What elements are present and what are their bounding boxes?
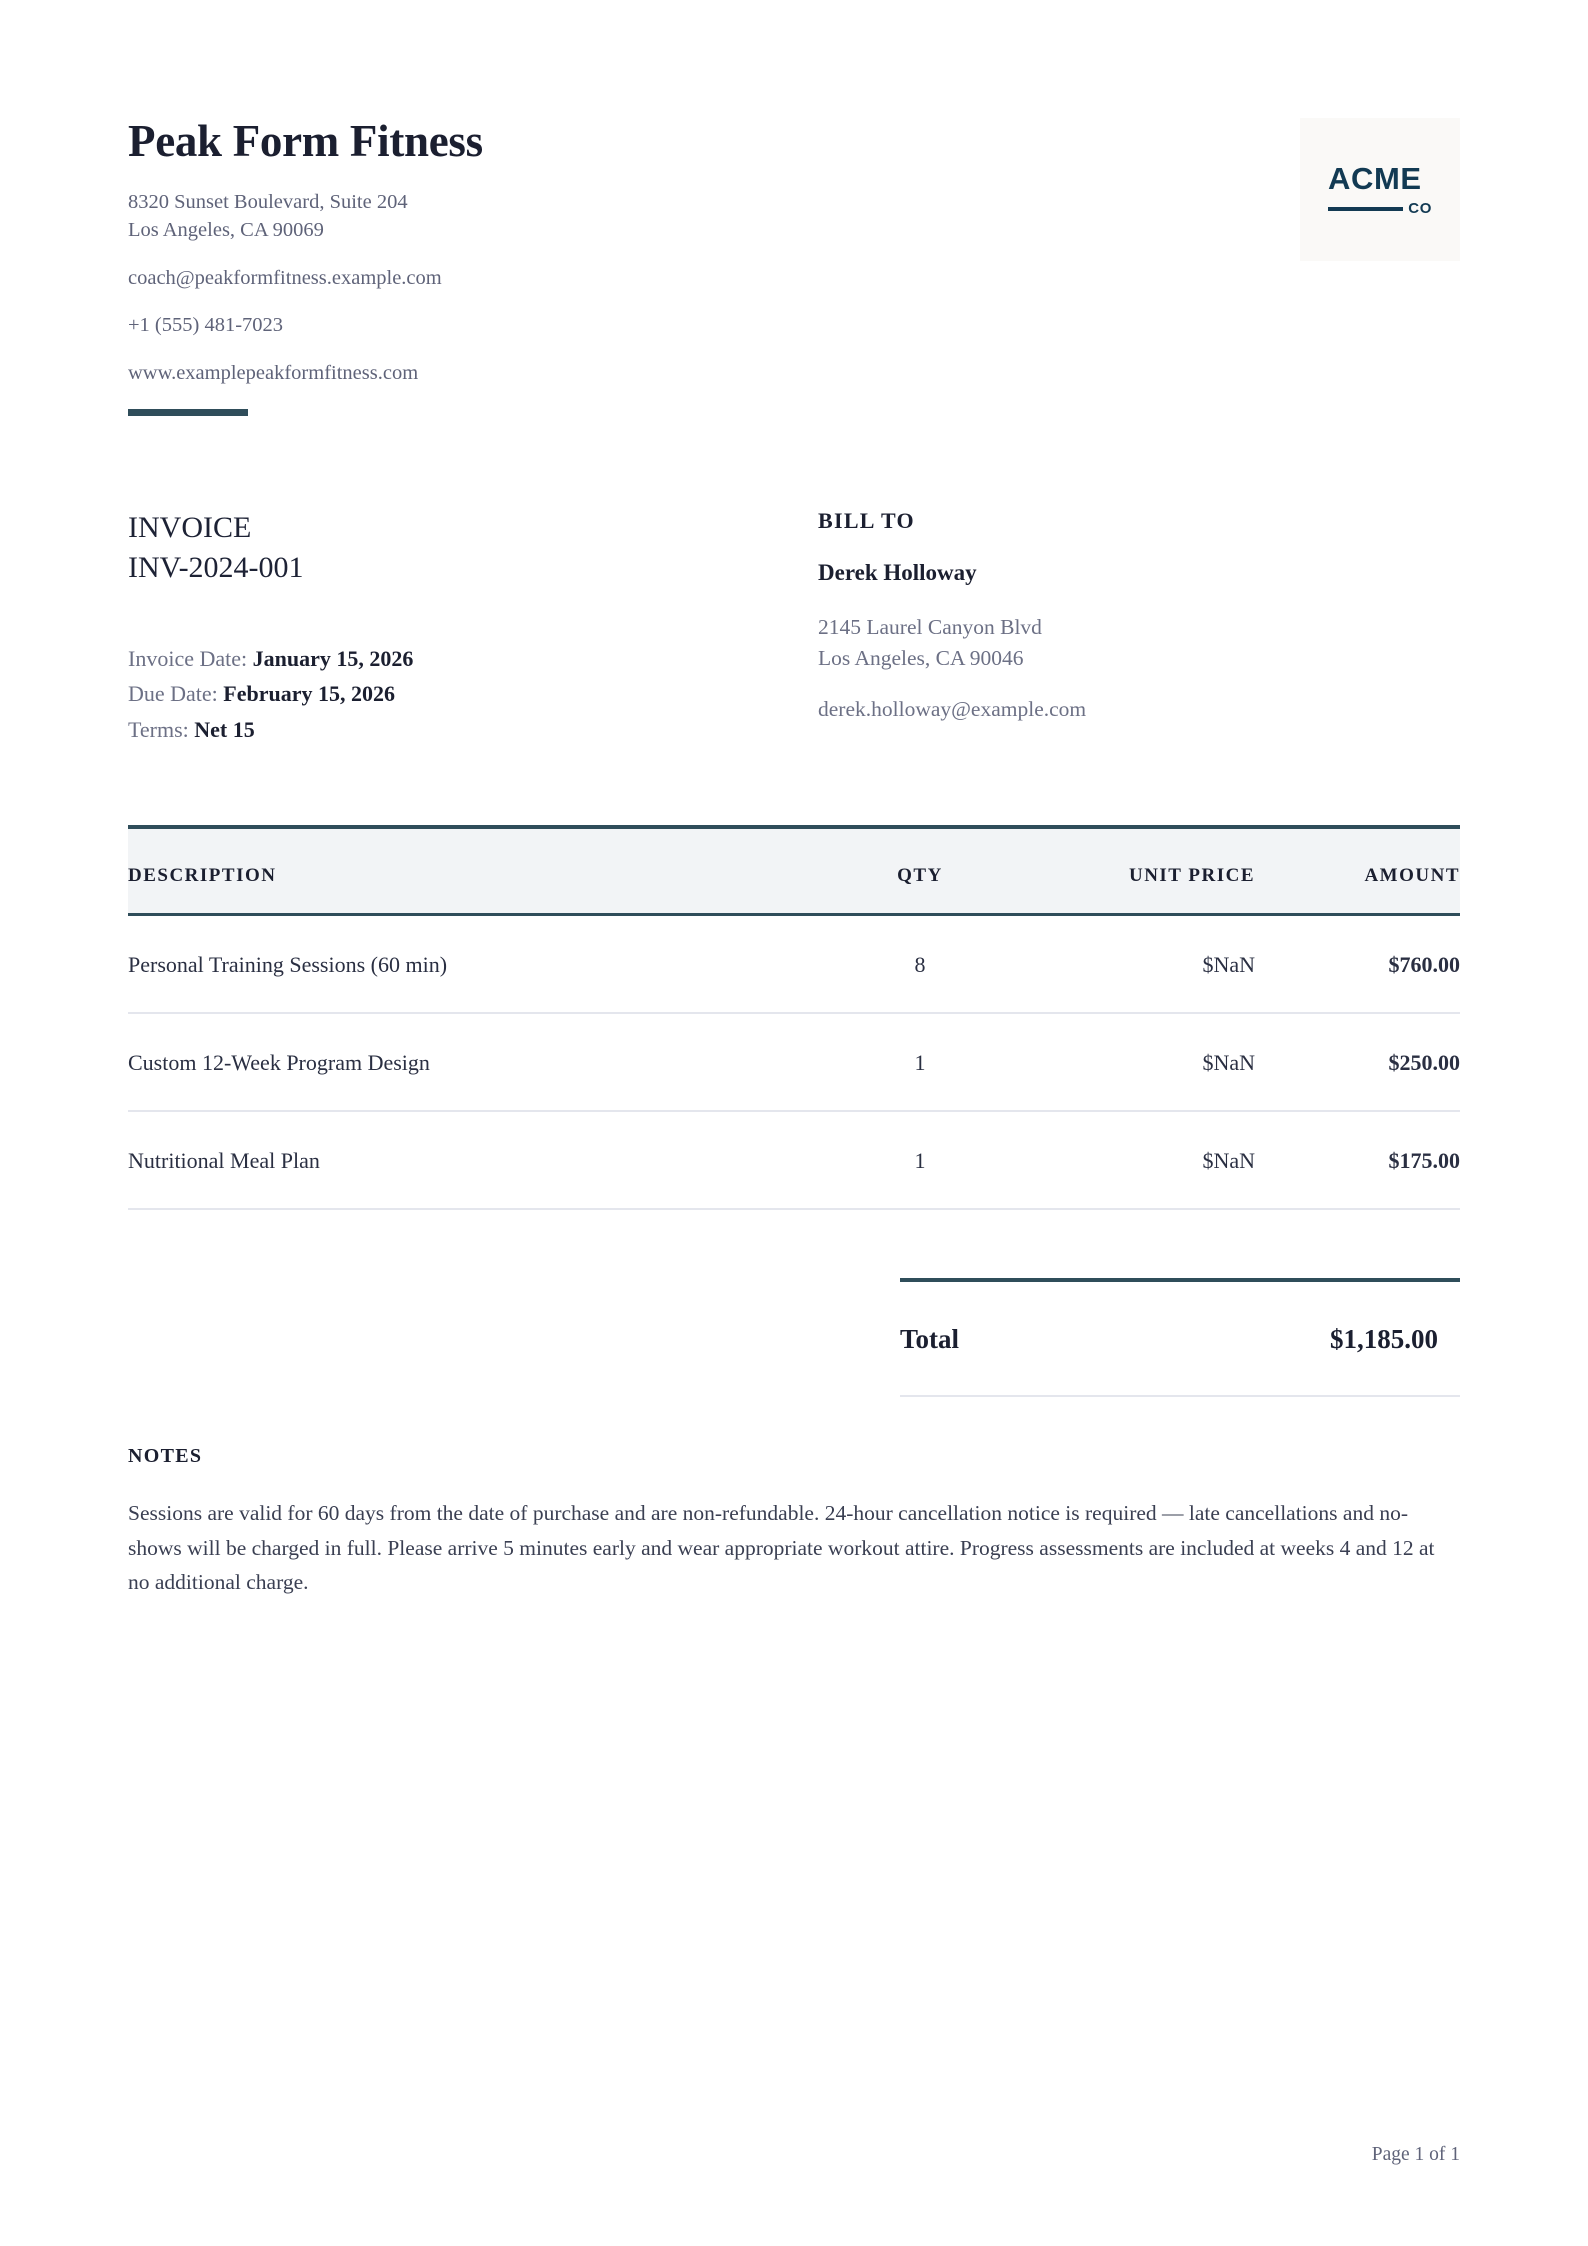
notes-label: NOTES: [128, 1444, 203, 1467]
invoice-meta: [128, 508, 818, 747]
company-phone: +1 (555) 481-7023: [128, 314, 284, 337]
line-items-table: [128, 829, 1460, 1210]
logo-inner: [1328, 163, 1432, 216]
column-header-description: DESCRIPTION: [128, 829, 835, 915]
bill-to-name: Derek Holloway: [818, 559, 977, 585]
row-qty: 8: [835, 914, 1005, 1013]
table-header-row: [128, 829, 1460, 915]
bill-to-label: BILL TO: [818, 507, 915, 533]
notes-section: [128, 1445, 1460, 1600]
row-qty: 1: [835, 1013, 1005, 1111]
row-unit-price: $NaN: [1005, 914, 1255, 1013]
row-unit-price: $NaN: [1005, 1013, 1255, 1111]
column-header-amount: AMOUNT: [1255, 829, 1460, 915]
table-body: [128, 914, 1460, 1209]
table-row: [128, 1013, 1460, 1111]
accent-rule: [128, 409, 248, 416]
notes-body: Sessions are valid for 60 days from the date of purchase and are non-refundable. 24-hour cancellation notice is required — late cancellations and no-shows will be charged in full. Please arrive 5 minutes early and wear appropriate workout attire. Progress assessments are included at weeks 4 and 12 at no additional charge.: [128, 1500, 1435, 1595]
acme-logo: [1300, 118, 1460, 261]
column-header-qty: QTY: [835, 829, 1005, 915]
row-unit-price: $NaN: [1005, 1111, 1255, 1209]
invoice-meta-section: [128, 508, 1460, 747]
terms-row: [128, 712, 818, 747]
logo-bar-icon: [1328, 207, 1403, 211]
row-description: Custom 12-Week Program Design: [128, 1013, 835, 1111]
invoice-date-row: [128, 641, 818, 676]
page-footer: Page 1 of 1: [1371, 2144, 1460, 2165]
due-date-row: [128, 676, 818, 711]
row-amount: $175.00: [1255, 1111, 1460, 1209]
totals-section: [128, 1210, 1460, 1397]
company-website: www.examplepeakformfitness.com: [128, 362, 419, 385]
row-amount: $250.00: [1255, 1013, 1460, 1111]
bill-to-address-line2: Los Angeles, CA 90046: [818, 646, 1024, 671]
row-qty: 1: [835, 1111, 1005, 1209]
invoice-date-label: Invoice Date:: [128, 646, 248, 672]
invoice-meta-rows: [128, 641, 818, 747]
column-header-unit-price: UNIT PRICE: [1005, 829, 1255, 915]
invoice-title: INVOICE: [128, 510, 252, 544]
terms-value: Net 15: [194, 716, 255, 742]
totals-block: [900, 1278, 1460, 1397]
total-value: $1,185.00: [1330, 1323, 1438, 1354]
due-date-label: Due Date:: [128, 681, 218, 707]
company-info: [128, 118, 908, 416]
logo-suffix: CO: [1408, 200, 1432, 217]
company-name: Peak Form Fitness: [128, 116, 483, 166]
invoice-date-value: January 15, 2026: [252, 646, 414, 672]
bill-to-email: derek.holloway@example.com: [818, 697, 1087, 722]
company-email: coach@peakformfitness.example.com: [128, 266, 442, 289]
row-description: Nutritional Meal Plan: [128, 1111, 835, 1209]
company-address-line2: Los Angeles, CA 90069: [128, 218, 324, 241]
bill-to-address-line1: 2145 Laurel Canyon Blvd: [818, 614, 1042, 639]
document-header: [128, 118, 1460, 416]
table-header: [128, 829, 1460, 915]
total-row: [900, 1282, 1460, 1397]
logo-wordmark: ACME: [1328, 161, 1422, 196]
table-row: [128, 1111, 1460, 1209]
bill-to-block: [818, 508, 1460, 747]
table-row: [128, 914, 1460, 1013]
company-address-line1: 8320 Sunset Boulevard, Suite 204: [128, 191, 408, 214]
terms-label: Terms:: [128, 716, 189, 742]
row-description: Personal Training Sessions (60 min): [128, 914, 835, 1013]
logo-bottom-row: [1328, 201, 1432, 216]
invoice-number: INV-2024-001: [128, 551, 304, 585]
row-amount: $760.00: [1255, 914, 1460, 1013]
due-date-value: February 15, 2026: [223, 681, 395, 707]
total-label: Total: [900, 1323, 960, 1354]
